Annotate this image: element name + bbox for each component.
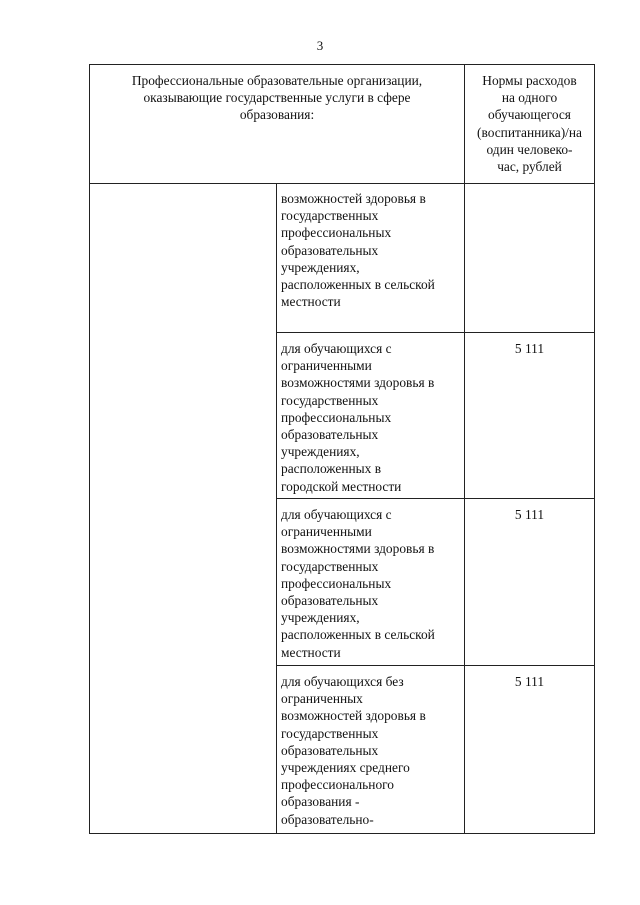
value-column-divider: [464, 64, 465, 834]
row-2-bottom-border: [276, 498, 595, 499]
table-bottom-border: [89, 833, 595, 834]
table-left-border: [89, 64, 90, 834]
header-organizations: Профессиональные образовательные организации, оказывающие государственные услуги в сфере образования:: [131, 73, 423, 123]
row-description: для обучающихся с ограниченными возможностями здоровья в государственных профессиональных образовательных учреждениях, расположенных в сельской местности: [281, 507, 435, 660]
table-top-border: [89, 64, 595, 65]
row-3-bottom-border: [276, 665, 595, 666]
row-description: возможностей здоровья в государственных профессиональных образовательных учреждениях, расположенных в сельской местности: [281, 191, 435, 310]
row-description: для обучающихся с ограниченными возможностями здоровья в государственных профессиональных образовательных учреждениях, расположенных в городской местности: [281, 341, 435, 494]
row-value: 5 111: [514, 507, 545, 522]
row-value: 5 111: [514, 341, 545, 356]
row-1-bottom-border: [276, 332, 595, 333]
table-right-border: [594, 64, 595, 834]
inner-divider: [276, 183, 277, 834]
header-bottom-border: [89, 183, 595, 184]
page-number: 3: [316, 38, 324, 53]
row-description: для обучающихся без ограниченных возможностей здоровья в государственных образовательных учреждениях среднего профессионального образования - образовательно-: [281, 674, 426, 827]
row-value: 5 111: [514, 674, 545, 689]
header-norms: Нормы расходов на одного обучающегося (воспитанника)/на один человеко- час, рублей: [477, 73, 582, 175]
